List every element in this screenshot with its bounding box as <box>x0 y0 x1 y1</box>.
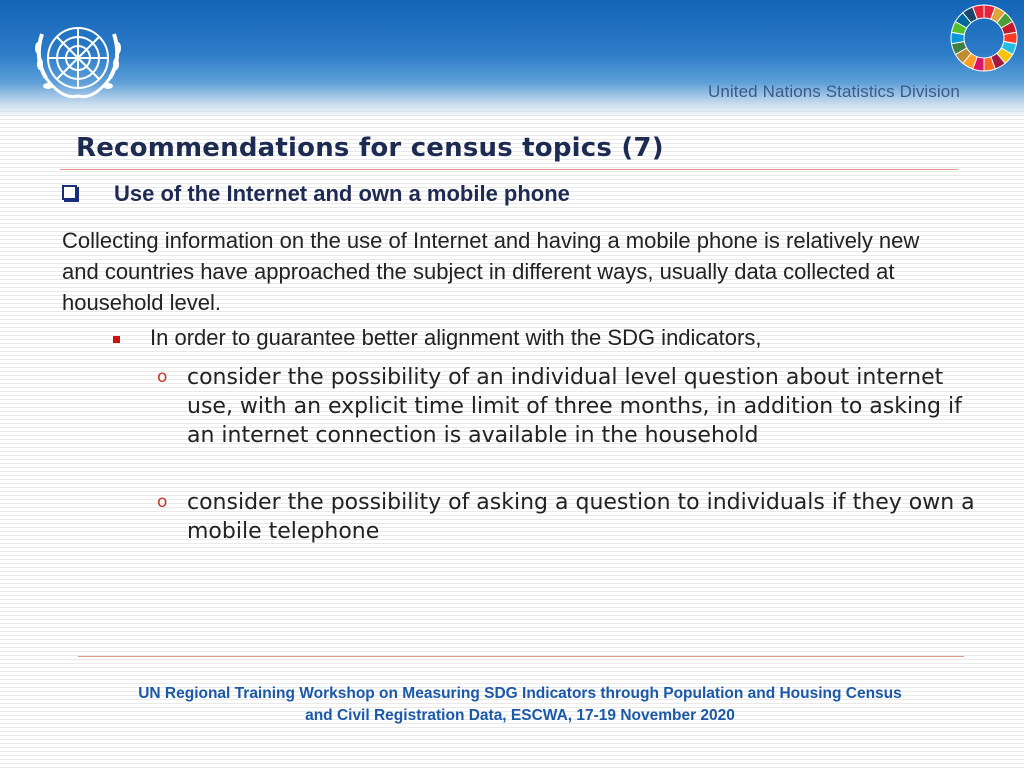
division-name: United Nations Statistics Division <box>708 82 960 101</box>
slide-footer <box>60 683 980 727</box>
footer-line: and Civil Registration Data, ESCWA, 17-19 November 2020 <box>305 707 735 724</box>
title-divider <box>60 169 958 170</box>
circle-bullet-icon: o <box>157 492 168 512</box>
level3-bullet-text: consider the possibility of an individual level question about internet use, with an explicit time limit of three months, in addition to asking if an internet connection is available in the household <box>187 365 962 448</box>
footer-line: UN Regional Training Workshop on Measuring SDG Indicators through Population and Housing Census <box>138 685 902 702</box>
intro-paragraph: Collecting information on the use of Internet and having a mobile phone is relatively new and countries have approached the subject in different ways, usually data collected at household level. <box>62 228 920 315</box>
sdg-wheel-icon <box>948 2 1020 74</box>
square-bullet-icon <box>113 336 120 343</box>
slide-subheading: Use of the Internet and own a mobile phone <box>114 181 570 206</box>
un-emblem-icon <box>26 8 130 112</box>
level3-bullet-text: consider the possibility of asking a question to individuals if they own a mobile telephone <box>187 490 975 544</box>
checkbox-bullet-icon <box>62 185 77 200</box>
slide-title: Recommendations for census topics (7) <box>76 133 664 163</box>
footer-divider <box>78 656 964 657</box>
slide-header <box>0 0 1024 118</box>
level2-bullet-text: In order to guarantee better alignment with the SDG indicators, <box>150 325 762 350</box>
circle-bullet-icon: o <box>157 367 168 387</box>
